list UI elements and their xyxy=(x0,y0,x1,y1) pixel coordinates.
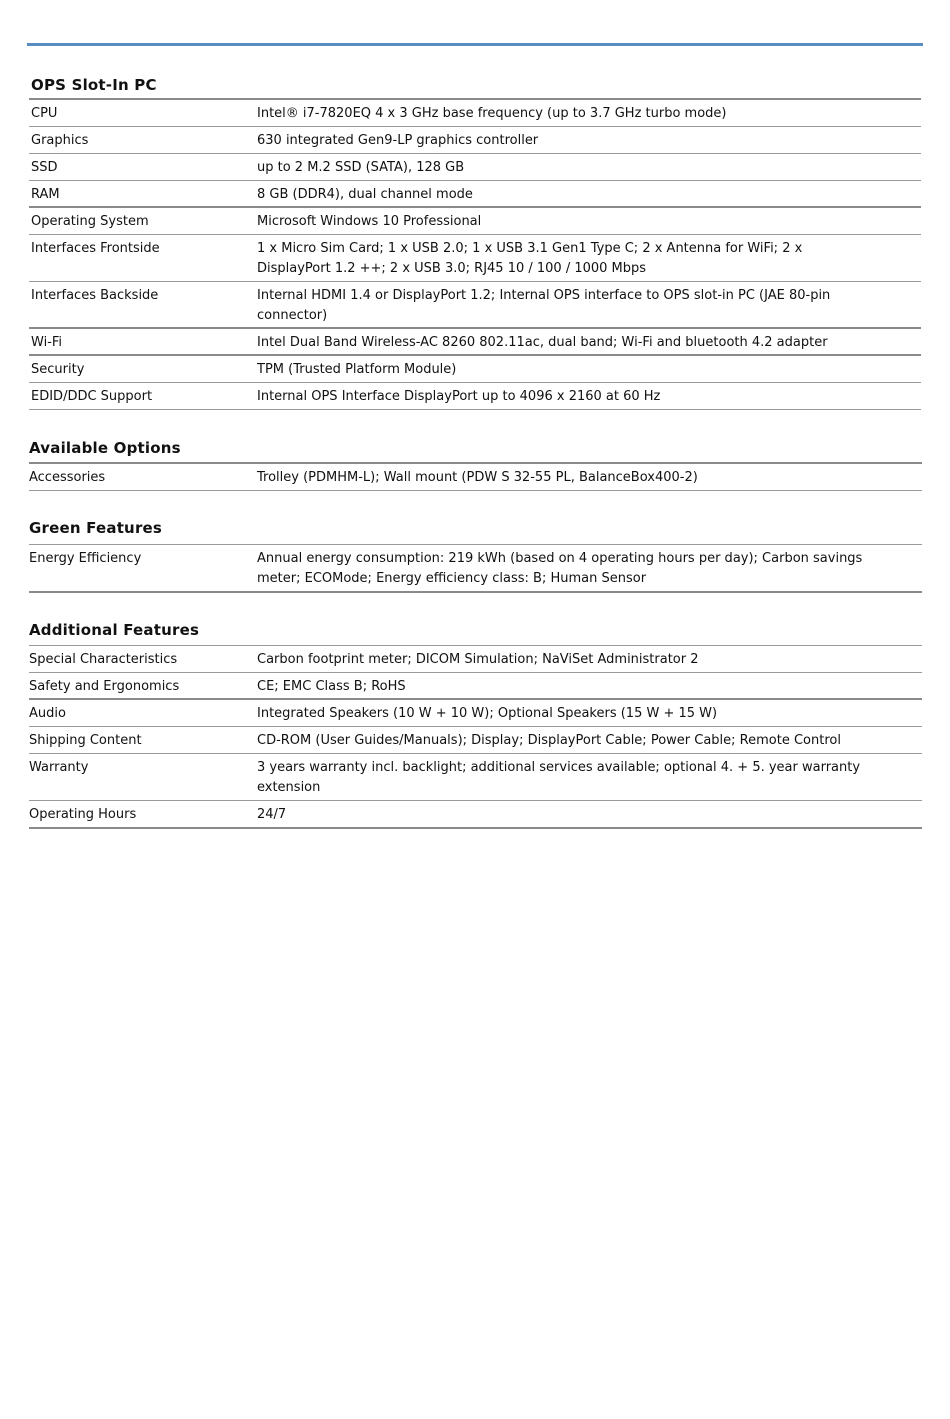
spec-value: 630 integrated Gen9-LP graphics controller xyxy=(257,133,539,148)
spec-value: CE; EMC Class B; RoHS xyxy=(257,679,406,694)
spec-value: 1 x Micro Sim Card; 1 x USB 2.0; 1 x USB 3.1 Gen1 Type C; 2 x Antenna for WiFi; 2 x DisplayPort 1.2 ++; 2 x USB 3.0; RJ45 10 / 100 / 1000 Mbps xyxy=(257,241,803,276)
spec-label: Interfaces Frontside xyxy=(31,241,160,256)
section-title: OPS Slot-In PC xyxy=(31,76,157,94)
spec-value: up to 2 M.2 SSD (SATA), 128 GB xyxy=(257,160,465,175)
spec-value: 3 years warranty incl. backlight; additional services available; optional 4. + 5. year warranty extension xyxy=(257,760,861,795)
header-rule xyxy=(27,43,923,46)
row-divider xyxy=(29,126,921,127)
spec-value: Intel® i7-7820EQ 4 x 3 GHz base frequency (up to 3.7 GHz turbo mode) xyxy=(257,106,727,121)
spec-label: Special Characteristics xyxy=(29,652,178,667)
spec-value: Internal HDMI 1.4 or DisplayPort 1.2; Internal OPS interface to OPS slot-in PC (JAE 80-pin connector) xyxy=(257,288,831,323)
spec-value: TPM (Trusted Platform Module) xyxy=(257,362,457,377)
spec-label: Wi-Fi xyxy=(31,335,63,350)
row-divider xyxy=(29,753,922,754)
row-divider xyxy=(29,591,922,593)
spec-label: Accessories xyxy=(29,470,106,485)
spec-value: 24/7 xyxy=(257,807,287,822)
spec-label: Operating System xyxy=(31,214,149,229)
row-divider xyxy=(29,490,922,491)
section-title: Additional Features xyxy=(29,621,200,639)
row-divider xyxy=(29,382,921,383)
section-title: Green Features xyxy=(29,519,163,537)
section-rule xyxy=(29,462,922,464)
section-title: Available Options xyxy=(29,439,181,457)
row-divider xyxy=(29,206,921,208)
section-rule xyxy=(29,544,922,545)
row-divider xyxy=(29,672,922,673)
spec-label: Shipping Content xyxy=(29,733,142,748)
spec-label: Security xyxy=(31,362,85,377)
row-divider xyxy=(29,726,922,727)
spec-value: 8 GB (DDR4), dual channel mode xyxy=(257,187,473,202)
spec-value: CD-ROM (User Guides/Manuals); Display; DisplayPort Cable; Power Cable; Remote Control xyxy=(257,733,841,748)
row-divider xyxy=(29,698,922,700)
row-divider xyxy=(29,409,921,410)
row-divider xyxy=(29,354,921,356)
row-divider xyxy=(29,234,921,235)
spec-value: Integrated Speakers (10 W + 10 W); Optional Speakers (15 W + 15 W) xyxy=(257,706,718,721)
spec-label: Audio xyxy=(29,706,66,721)
row-divider xyxy=(29,800,922,801)
spec-label: Interfaces Backside xyxy=(31,288,159,303)
section-rule xyxy=(29,98,921,100)
row-divider xyxy=(29,153,921,154)
spec-value: Annual energy consumption: 219 kWh (based on 4 operating hours per day); Carbon savings meter; ECOMode; Energy efficiency class: B; Human Sensor xyxy=(257,551,863,586)
spec-value: Microsoft Windows 10 Professional xyxy=(257,214,482,229)
spec-value: Trolley (PDMHM-L); Wall mount (PDW S 32-55 PL, BalanceBox400-2) xyxy=(257,470,698,485)
section-rule xyxy=(29,645,922,646)
spec-label: EDID/DDC Support xyxy=(31,389,153,404)
row-divider xyxy=(29,180,921,181)
spec-label: Energy Efficiency xyxy=(29,551,142,566)
row-divider xyxy=(29,827,922,829)
spec-value: Carbon footprint meter; DICOM Simulation; NaViSet Administrator 2 xyxy=(257,652,699,667)
spec-label: Operating Hours xyxy=(29,807,137,822)
row-divider xyxy=(29,281,921,282)
row-divider xyxy=(29,327,921,329)
spec-value: Internal OPS Interface DisplayPort up to 4096 x 2160 at 60 Hz xyxy=(257,389,661,404)
spec-label: Safety and Ergonomics xyxy=(29,679,180,694)
spec-label: SSD xyxy=(31,160,58,175)
spec-label: CPU xyxy=(31,106,58,121)
spec-label: Warranty xyxy=(29,760,89,775)
spec-label: Graphics xyxy=(31,133,89,148)
spec-value: Intel Dual Band Wireless-AC 8260 802.11ac, dual band; Wi-Fi and bluetooth 4.2 adapter xyxy=(257,335,828,350)
spec-label: RAM xyxy=(31,187,60,202)
